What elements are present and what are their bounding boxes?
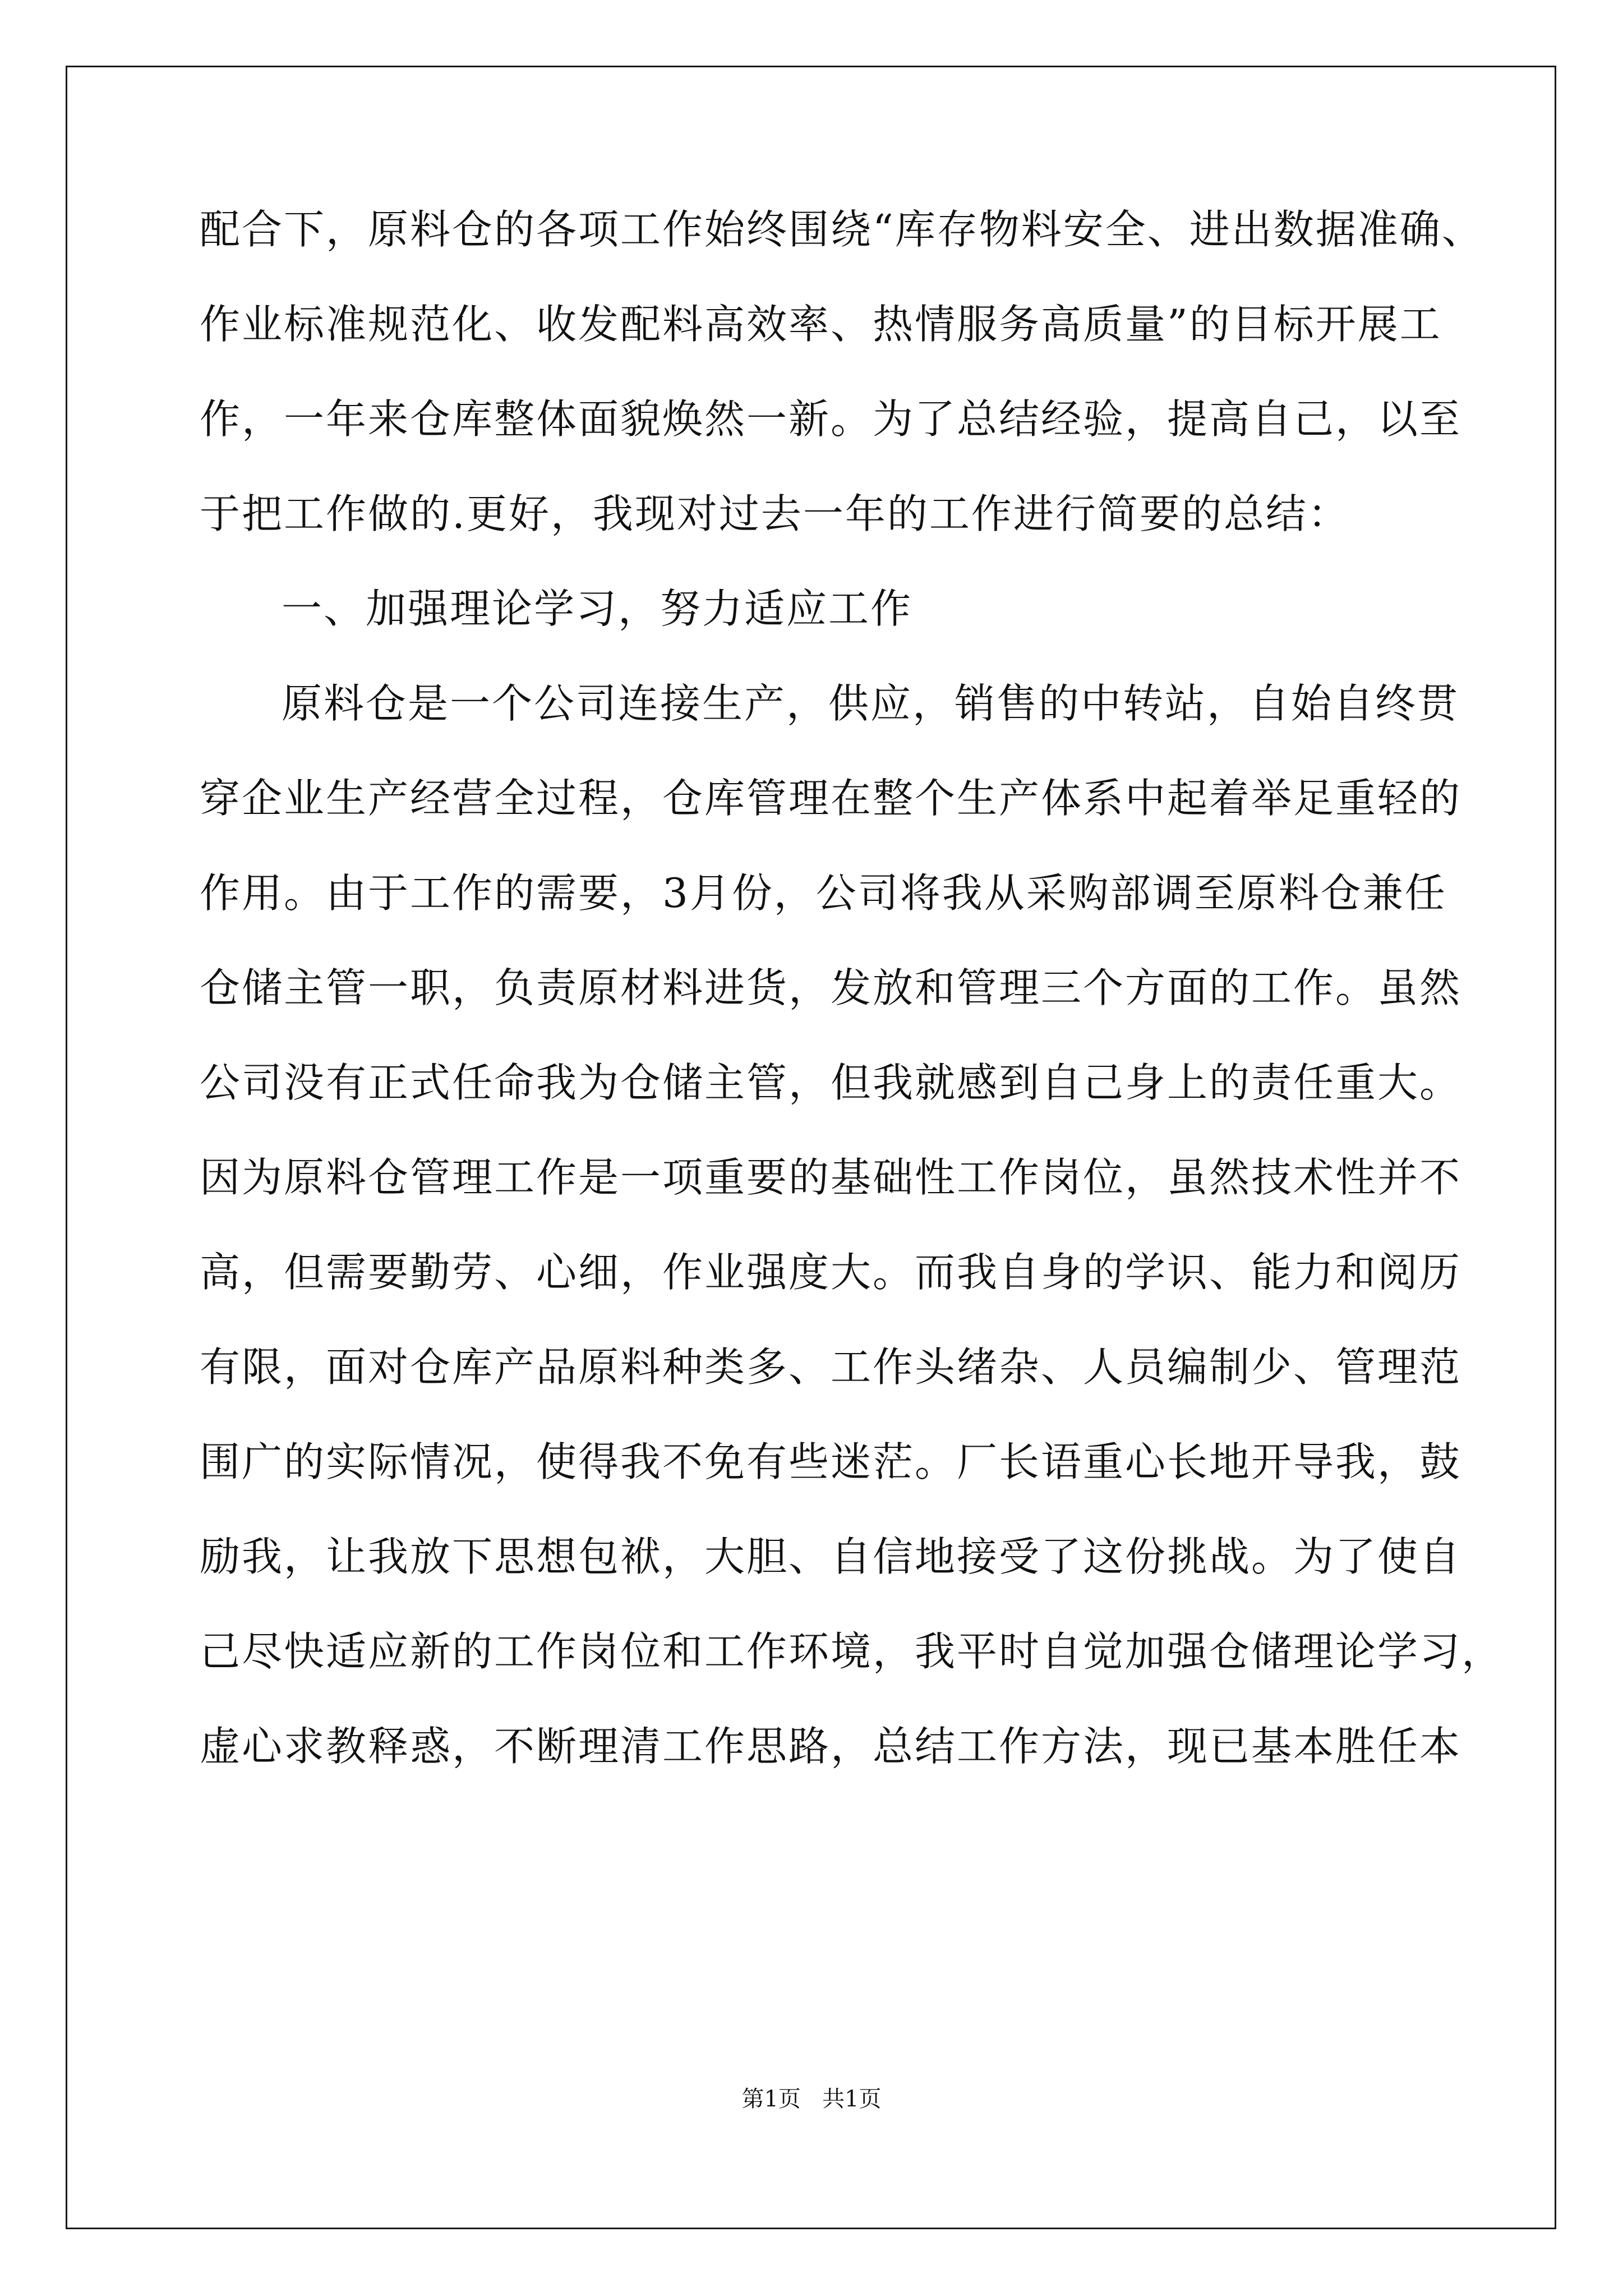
text-line: 配合下，原料仓的各项工作始终围绕“库存物料安全、进出数据准确、 — [200, 206, 1484, 253]
text-line: 穿企业生产经营全过程，仓库管理在整个生产体系中起着举足重轻的 — [200, 775, 1462, 822]
text-line: 高，但需要勤劳、心细，作业强度大。而我自身的学识、能力和阅历 — [200, 1249, 1462, 1296]
section-heading: 一、加强理论学习，努力适应工作 — [282, 585, 913, 632]
page-border — [66, 66, 1556, 2229]
text-line: 于把工作做的.更好，我现对过去一年的工作进行简要的总结： — [200, 490, 1350, 537]
text-line: 原料仓是一个公司连接生产，供应，销售的中转站，自始自终贯 — [282, 680, 1460, 727]
page-number-footer: 第1页 共1页 — [741, 2086, 882, 2112]
text-line: 作，一年来仓库整体面貌焕然一新。为了总结经验，提高自己，以至 — [200, 395, 1462, 443]
text-line: 作用。由于工作的需要，3月份，公司将我从采购部调至原料仓兼任 — [200, 869, 1447, 917]
text-line: 围广的实际情况，使得我不免有些迷茫。厂长语重心长地开导我，鼓 — [200, 1438, 1462, 1485]
text-line: 因为原料仓管理工作是一项重要的基础性工作岗位，虽然技术性并不 — [200, 1154, 1462, 1201]
text-line: 作业标准规范化、收发配料高效率、热情服务高质量”的目标开展工 — [200, 301, 1442, 348]
text-line: 己尽快适应新的工作岗位和工作环境，我平时自觉加强仓储理论学习， — [200, 1628, 1504, 1675]
text-line: 有限，面对仓库产品原料种类多、工作头绪杂、人员编制少、管理范 — [200, 1343, 1462, 1391]
text-line: 虚心求教释惑，不断理清工作思路，总结工作方法，现已基本胜任本 — [200, 1723, 1462, 1770]
text-line: 励我，让我放下思想包袱，大胆、自信地接受了这份挑战。为了使自 — [200, 1533, 1462, 1580]
text-line: 仓储主管一职，负责原材料进货，发放和管理三个方面的工作。虽然 — [200, 964, 1462, 1011]
text-line: 公司没有正式任命我为仓储主管，但我就感到自己身上的责任重大。 — [200, 1059, 1462, 1106]
